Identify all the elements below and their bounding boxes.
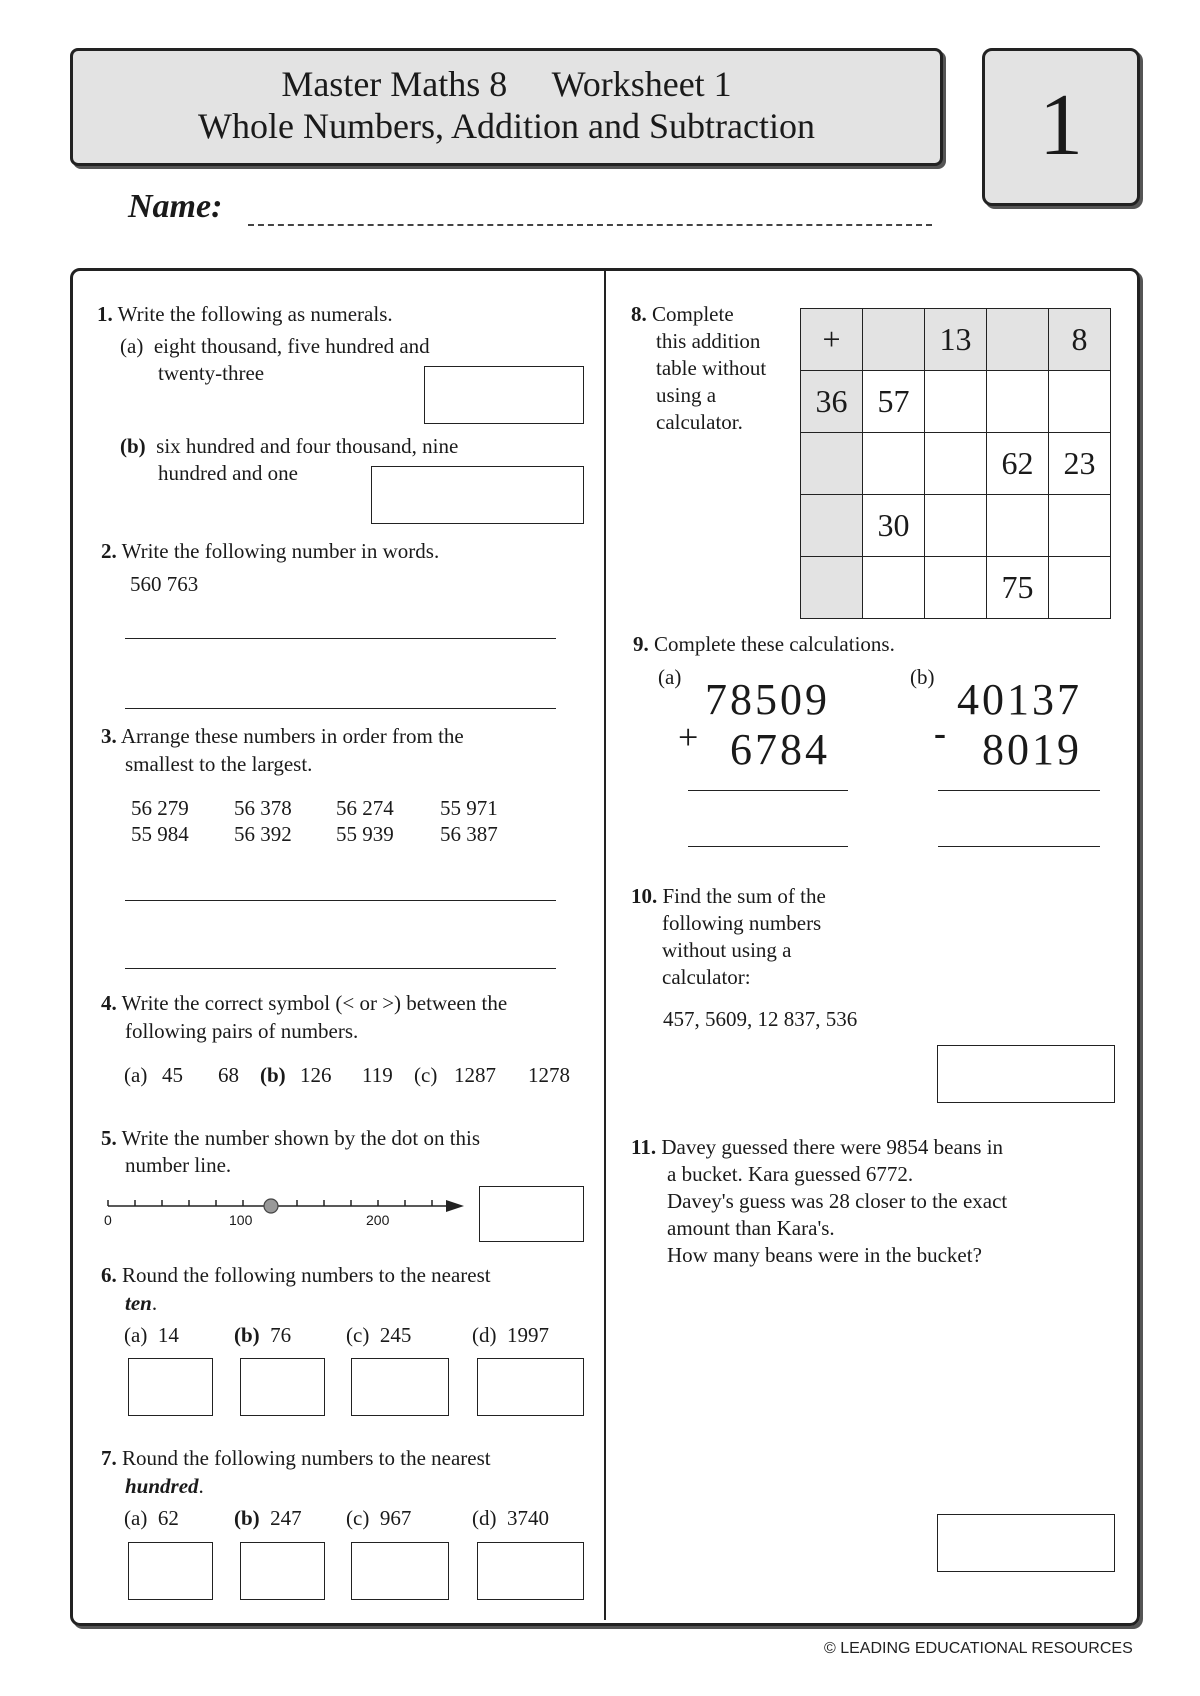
q9a-sum-line bbox=[688, 790, 848, 791]
q4c-label: (c) bbox=[414, 1063, 438, 1087]
q6a: (a) 14 bbox=[124, 1323, 179, 1347]
table-cell: + bbox=[801, 309, 863, 371]
table-cell[interactable] bbox=[863, 309, 925, 371]
q8-prompt: 8. Complete bbox=[631, 302, 734, 326]
q1-prompt: 1. Write the following as numerals. bbox=[97, 302, 393, 326]
q2-answer-line-1[interactable] bbox=[125, 638, 556, 639]
table-cell: 23 bbox=[1049, 433, 1111, 495]
q3-number: 55 971 bbox=[440, 796, 498, 820]
q7-unit: hundred. bbox=[125, 1474, 204, 1498]
addition-table bbox=[800, 308, 1111, 619]
q4-prompt: 4. Write the correct symbol (< or >) between the bbox=[101, 991, 508, 1015]
q3-number: 56 378 bbox=[234, 796, 292, 820]
q9-prompt: 9. Complete these calculations. bbox=[633, 632, 895, 656]
column-divider bbox=[604, 270, 606, 1620]
q8-prompt-5: calculator. bbox=[656, 410, 743, 434]
q7b: (b) 247 bbox=[234, 1506, 302, 1530]
q2-answer-line-2[interactable] bbox=[125, 708, 556, 709]
q5-prompt: 5. Write the number shown by the dot on this bbox=[101, 1126, 481, 1150]
table-cell[interactable] bbox=[1049, 371, 1111, 433]
table-cell[interactable] bbox=[987, 309, 1049, 371]
q7a-answer-box[interactable] bbox=[128, 1542, 213, 1600]
q4a-label: (a) bbox=[124, 1063, 148, 1087]
number-line-dot bbox=[264, 1199, 278, 1213]
number-line-tick-label: 200 bbox=[366, 1212, 390, 1228]
q7d-answer-box[interactable] bbox=[477, 1542, 584, 1600]
q5-prompt-2: number line. bbox=[125, 1153, 232, 1177]
table-cell: 57 bbox=[863, 371, 925, 433]
name-label: Name: bbox=[128, 188, 223, 225]
q9b-bottom-number: 8019 bbox=[982, 725, 1082, 774]
q3-prompt: 3. Arrange these numbers in order from the bbox=[101, 724, 464, 748]
q3-answer-line-2[interactable] bbox=[125, 968, 556, 969]
q4c-left: 1287 bbox=[454, 1063, 496, 1087]
q3-number: 55 984 bbox=[131, 822, 189, 846]
table-cell[interactable] bbox=[925, 433, 987, 495]
q9a-bottom-number: 6784 bbox=[730, 725, 830, 774]
number-line-tick-label: 100 bbox=[229, 1212, 253, 1228]
table-cell[interactable] bbox=[801, 433, 863, 495]
q11-prompt: 11. Davey guessed there were 9854 beans in bbox=[631, 1135, 1004, 1159]
q6c-answer-box[interactable] bbox=[351, 1358, 449, 1416]
q2-number: 560 763 bbox=[130, 572, 199, 596]
table-cell[interactable] bbox=[801, 557, 863, 619]
q4a-right: 68 bbox=[218, 1063, 239, 1087]
q9b-answer-line[interactable] bbox=[938, 846, 1100, 847]
q10-prompt-2: following numbers bbox=[662, 911, 822, 935]
q3-number: 55 939 bbox=[336, 822, 394, 846]
table-cell[interactable] bbox=[801, 495, 863, 557]
q5-answer-box[interactable] bbox=[479, 1186, 584, 1242]
title-banner bbox=[70, 48, 943, 166]
worksheet-number-badge: 1 bbox=[982, 48, 1140, 206]
q4b-right: 119 bbox=[362, 1063, 393, 1087]
q11-prompt-5: How many beans were in the bucket? bbox=[667, 1243, 982, 1267]
q3-number: 56 387 bbox=[440, 822, 498, 846]
q10-answer-box[interactable] bbox=[937, 1045, 1115, 1103]
table-cell[interactable] bbox=[863, 557, 925, 619]
q4c-right: 1278 bbox=[528, 1063, 570, 1087]
q3-prompt-2: smallest to the largest. bbox=[125, 752, 313, 776]
table-cell: 36 bbox=[801, 371, 863, 433]
q9a-answer-line[interactable] bbox=[688, 846, 848, 847]
q6-prompt: 6. Round the following numbers to the nearest bbox=[101, 1263, 491, 1287]
q9b-difference-line bbox=[938, 790, 1100, 791]
q7c: (c) 967 bbox=[346, 1506, 412, 1530]
q8-prompt-3: table without bbox=[656, 356, 767, 380]
q7a: (a) 62 bbox=[124, 1506, 179, 1530]
q11-prompt-3: Davey's guess was 28 closer to the exact bbox=[667, 1189, 1008, 1213]
q3-number: 56 274 bbox=[336, 796, 394, 820]
q7d: (d) 3740 bbox=[472, 1506, 549, 1530]
q6a-answer-box[interactable] bbox=[128, 1358, 213, 1416]
table-cell[interactable] bbox=[1049, 495, 1111, 557]
title-line-1: Master Maths 8 Worksheet 1 bbox=[281, 64, 732, 104]
q6b-answer-box[interactable] bbox=[240, 1358, 325, 1416]
q3-number: 56 279 bbox=[131, 796, 189, 820]
q4-prompt-2: following pairs of numbers. bbox=[125, 1019, 359, 1043]
table-cell[interactable] bbox=[925, 557, 987, 619]
q11-prompt-2: a bucket. Kara guessed 6772. bbox=[667, 1162, 914, 1186]
q11-answer-box[interactable] bbox=[937, 1514, 1115, 1572]
q10-prompt: 10. Find the sum of the bbox=[631, 884, 826, 908]
q6-unit: ten. bbox=[125, 1291, 158, 1315]
q1b-text-2: hundred and one bbox=[158, 461, 298, 485]
table-cell[interactable] bbox=[1049, 557, 1111, 619]
q9a-top-number: 78509 bbox=[705, 675, 830, 724]
q1a-text-2: twenty-three bbox=[158, 361, 265, 385]
q2-prompt: 2. Write the following number in words. bbox=[101, 539, 440, 563]
q9b-label: (b) bbox=[910, 665, 935, 689]
table-cell[interactable] bbox=[925, 371, 987, 433]
minus-sign: - bbox=[934, 713, 946, 753]
q1b-text: (b) six hundred and four thousand, nine bbox=[120, 434, 459, 458]
table-cell: 13 bbox=[925, 309, 987, 371]
q3-number: 56 392 bbox=[234, 822, 292, 846]
q10-numbers: 457, 5609, 12 837, 536 bbox=[663, 1007, 858, 1031]
q4b-label: (b) bbox=[260, 1063, 286, 1087]
q4a-left: 45 bbox=[162, 1063, 183, 1087]
q7-prompt: 7. Round the following numbers to the nearest bbox=[101, 1446, 491, 1470]
q6b: (b) 76 bbox=[234, 1323, 292, 1347]
q9b-top-number: 40137 bbox=[957, 675, 1082, 724]
table-cell: 75 bbox=[987, 557, 1049, 619]
q7c-answer-box[interactable] bbox=[351, 1542, 449, 1600]
q10-prompt-3: without using a bbox=[662, 938, 792, 962]
copyright-footer: © LEADING EDUCATIONAL RESOURCES bbox=[824, 1640, 1133, 1657]
q1a-answer-box[interactable] bbox=[424, 366, 584, 424]
title-line-2: Whole Numbers, Addition and Subtraction bbox=[198, 106, 815, 146]
q11-prompt-4: amount than Kara's. bbox=[667, 1216, 835, 1240]
q7b-answer-box[interactable] bbox=[240, 1542, 325, 1600]
q10-prompt-4: calculator: bbox=[662, 965, 751, 989]
q1b-answer-box[interactable] bbox=[371, 466, 584, 524]
table-cell[interactable] bbox=[987, 495, 1049, 557]
q4b-left: 126 bbox=[300, 1063, 332, 1087]
q6d: (d) 1997 bbox=[472, 1323, 549, 1347]
name-input-line[interactable] bbox=[248, 224, 932, 226]
q6c: (c) 245 bbox=[346, 1323, 412, 1347]
table-cell: 8 bbox=[1049, 309, 1111, 371]
q3-answer-line-1[interactable] bbox=[125, 900, 556, 901]
q8-prompt-4: using a bbox=[656, 383, 717, 407]
table-cell[interactable] bbox=[925, 495, 987, 557]
table-cell: 30 bbox=[863, 495, 925, 557]
q9a-label: (a) bbox=[658, 665, 682, 689]
number-line-tick-label: 0 bbox=[104, 1212, 112, 1228]
number-line bbox=[100, 1192, 470, 1218]
plus-sign: + bbox=[678, 717, 699, 757]
table-cell[interactable] bbox=[987, 371, 1049, 433]
q6d-answer-box[interactable] bbox=[477, 1358, 584, 1416]
q1a-text: (a) eight thousand, five hundred and bbox=[120, 334, 430, 358]
table-cell[interactable] bbox=[863, 433, 925, 495]
q8-prompt-2: this addition bbox=[656, 329, 761, 353]
table-cell: 62 bbox=[987, 433, 1049, 495]
